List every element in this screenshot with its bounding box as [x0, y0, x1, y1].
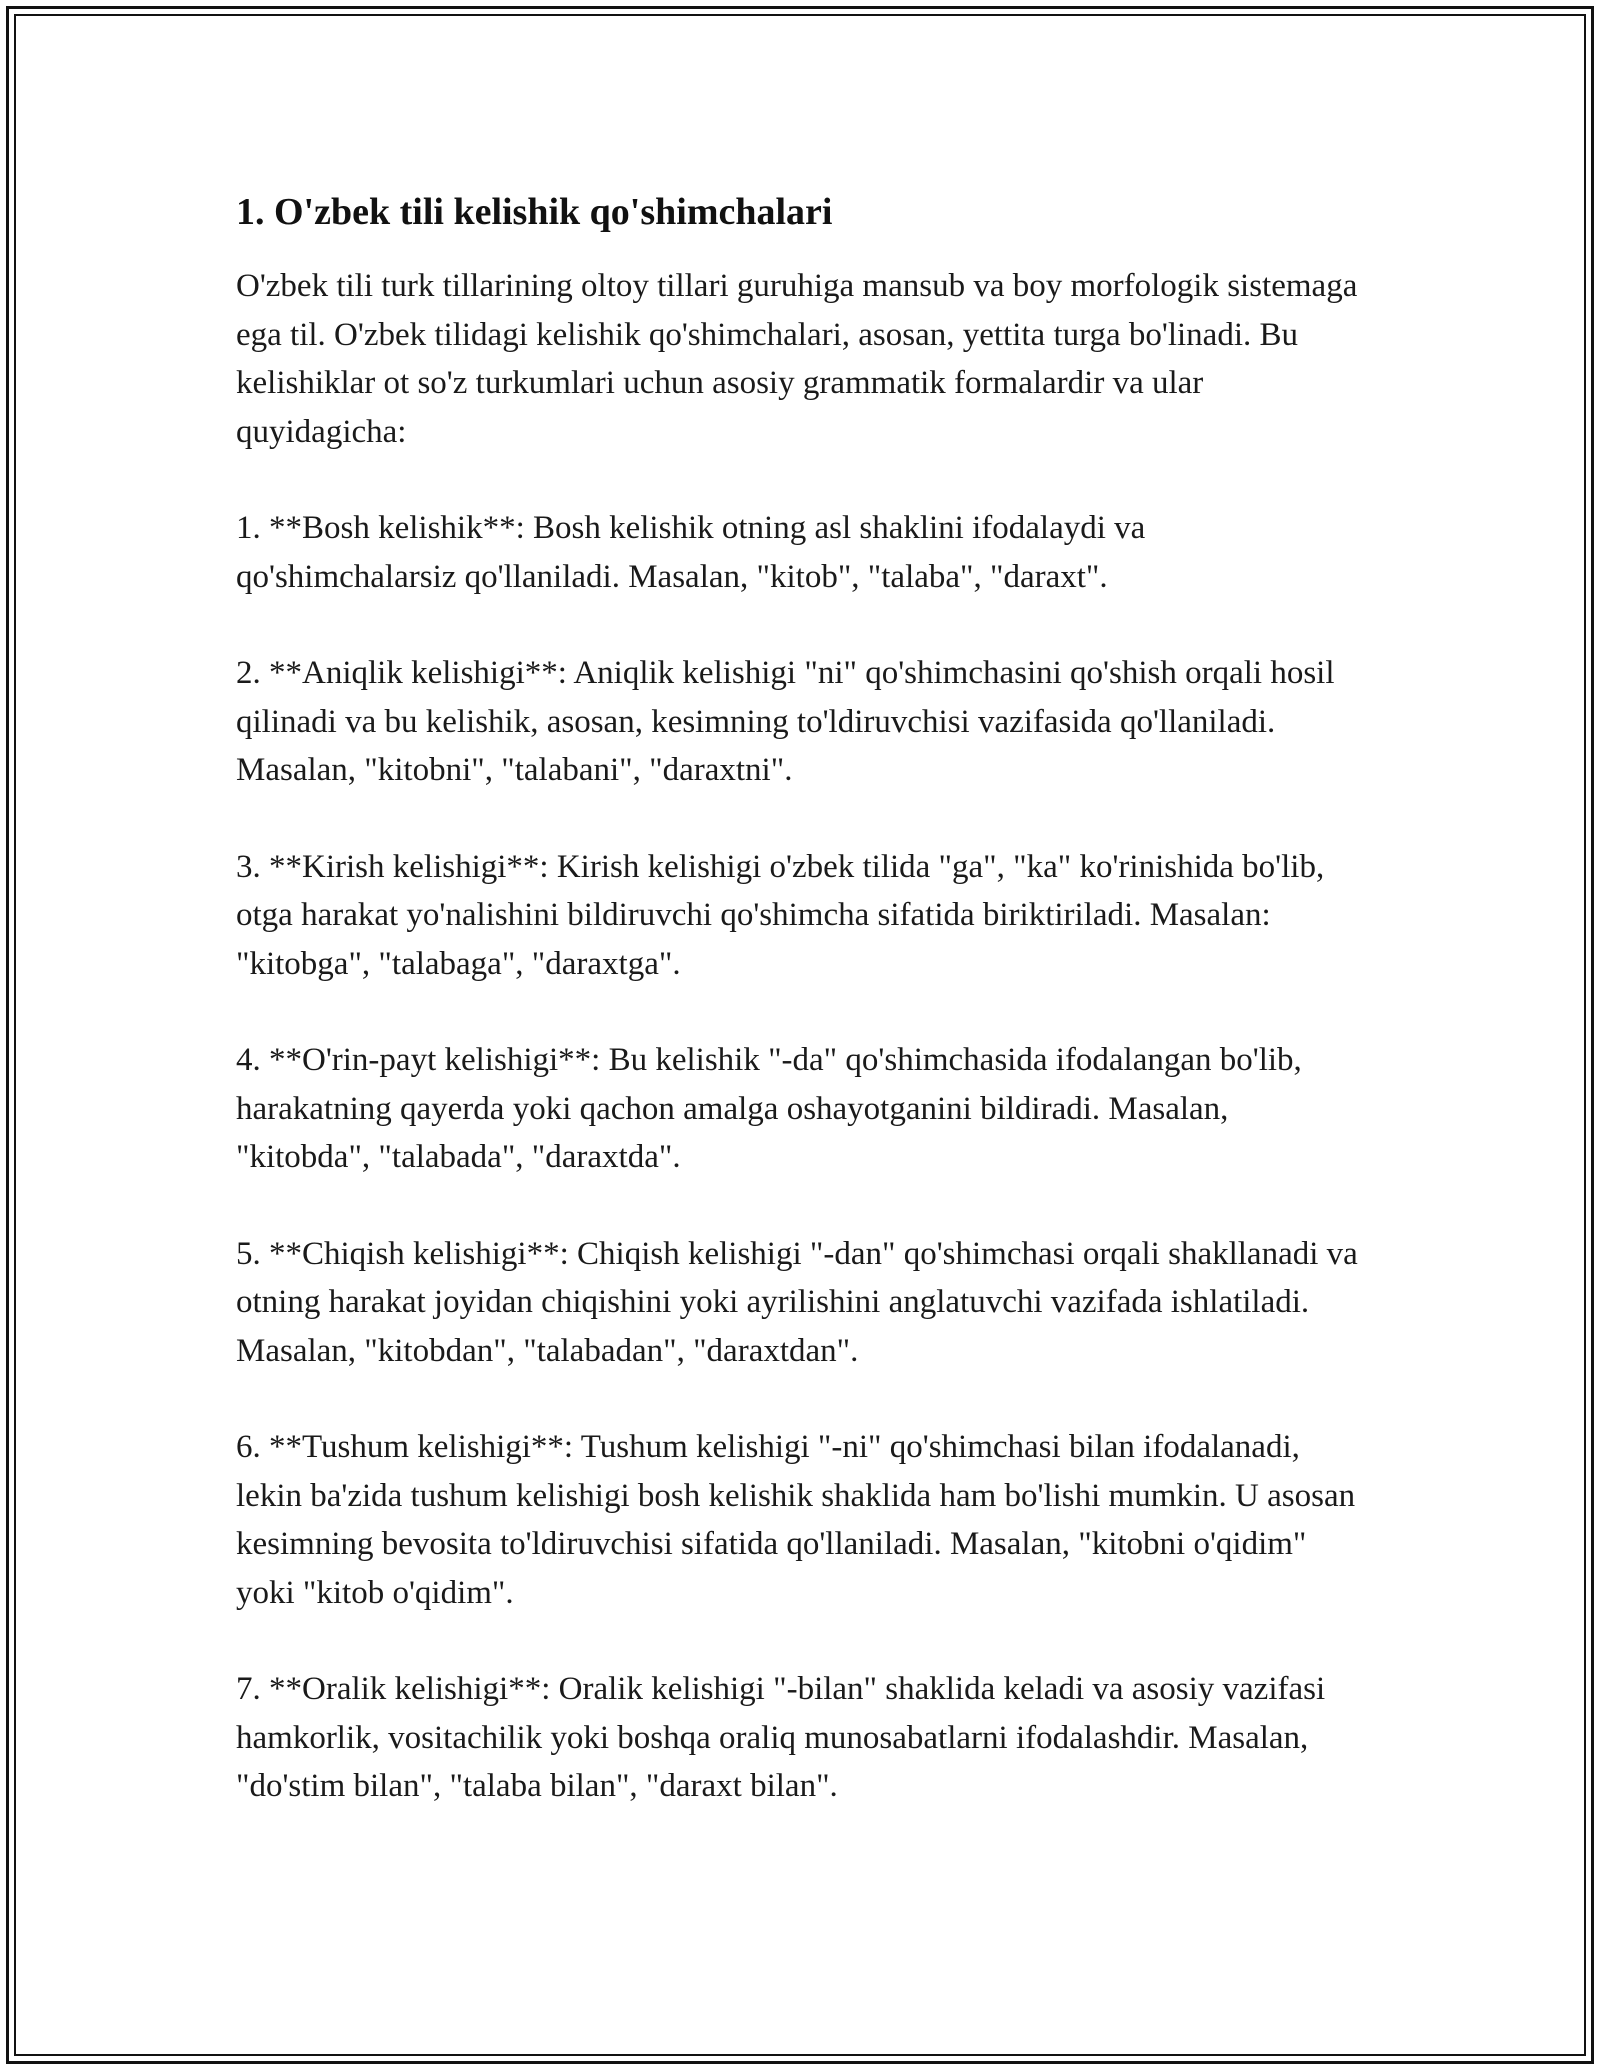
intro-paragraph: O'zbek tili turk tillarining oltoy tillari guruhiga mansub va boy morfologik sistemaga ega til. O'zbek tilidagi kelishik qo'shimchalari, asosan, yettita turga bo'linadi. Bu kelishiklar ot so'z turkumlari uchun asosiy grammatik formalardir va ular quyidagicha: — [236, 268, 1358, 450]
case-item-kirish: 3. **Kirish kelishigi**: Kirish kelishigi o'zbek tilida "ga", "ka" ko'rinishida bo'lib, otga harakat yo'nalishini bildiruvchi qo'shimcha sifatida biriktiriladi. Masalan: "kitobga", "talabaga", "daraxtga". — [236, 848, 1325, 982]
case-item-bosh: 1. **Bosh kelishik**: Bosh kelishik otning asl shaklini ifodalaydi va qo'shimchalarsiz qo'llaniladi. Masalan, "kitob", "talaba", "daraxt". — [236, 510, 1146, 595]
case-item-orin-payt: 4. **O'rin-payt kelishigi**: Bu kelishik "-da" qo'shimchasida ifodalangan bo'lib, harakatning qayerda yoki qachon amalga oshayotganini bildiradi. Masalan, "kitobda", "talabada", "daraxtda". — [236, 1042, 1302, 1175]
document-body — [236, 188, 1366, 1859]
case-item-tushum: 6. **Tushum kelishigi**: Tushum kelishigi "-ni" qo'shimchasi bilan ifodalanadi, lekin ba'zida tushum kelishigi bosh kelishik shaklida ham bo'lishi mumkin. U asosan kesimning bevosita to'ldiruvchisi sifatida qo'llaniladi. Masalan, "kitobni o'qidim" yoki "kitob o'qidim". — [236, 1429, 1356, 1611]
case-item-aniqlik: 2. **Aniqlik kelishigi**: Aniqlik kelishigi "ni" qo'shimchasini qo'shish orqali hosil qilinadi va bu kelishik, asosan, kesimning to'ldiruvchisi vazifasida qo'llaniladi. Masalan, "kitobni", "talabani", "daraxtni". — [236, 655, 1335, 788]
case-item-chiqish: 5. **Chiqish kelishigi**: Chiqish kelishigi "-dan" qo'shimchasi orqali shakllanadi va otning harakat joyidan chiqishini yoki ayrilishini anglatuvchi vazifada ishlatiladi. Masalan, "kitobdan", "talabadan", "daraxtdan". — [236, 1235, 1358, 1369]
case-item-oralik: 7. **Oralik kelishigi**: Oralik kelishigi "-bilan" shaklida keladi va asosiy vazifasi hamkorlik, vositachilik yoki boshqa oraliq munosabatlarni ifodalashdir. Masalan, "do'stim bilan", "talaba bilan", "daraxt bilan". — [236, 1671, 1326, 1804]
section-heading: 1. O'zbek tili kelishik qo'shimchalari — [236, 191, 833, 233]
